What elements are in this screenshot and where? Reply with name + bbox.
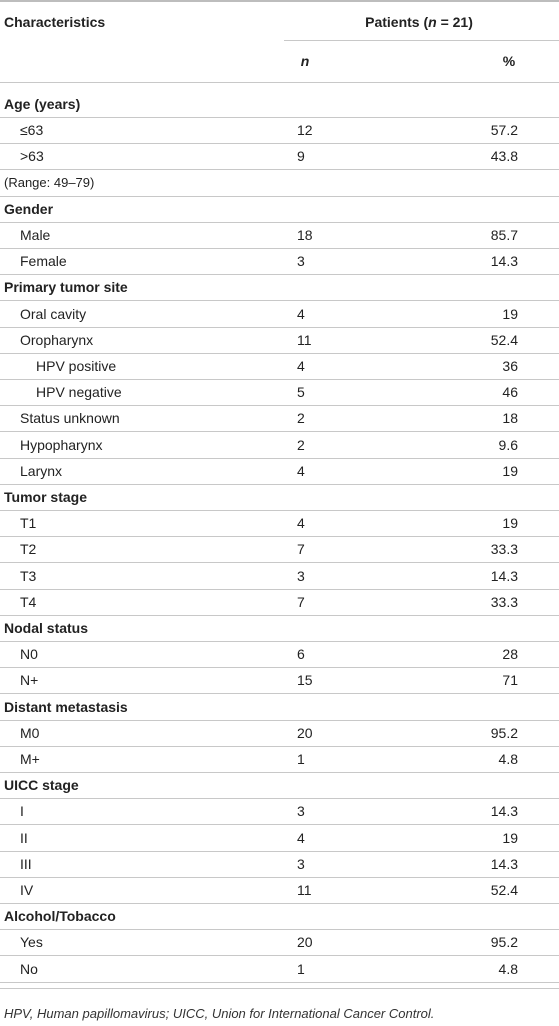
header-patients-n: n <box>428 14 437 30</box>
row-percent-value: 52.4 <box>490 332 518 348</box>
header-sub-rule <box>284 40 559 41</box>
row-label: IV <box>20 882 34 898</box>
row-n-value: 7 <box>297 541 305 557</box>
section-heading: Distant metastasis <box>4 699 128 715</box>
row-label: Oropharynx <box>20 332 94 348</box>
row-percent-value: 14.3 <box>490 568 518 584</box>
section-heading: Primary tumor site <box>4 279 128 295</box>
table-bottom-rule <box>0 988 559 989</box>
row-rule <box>0 929 559 930</box>
row-rule <box>0 903 559 904</box>
header-col-n: n <box>300 53 310 69</box>
row-percent-value: 85.7 <box>490 227 518 243</box>
row-percent-value: 18 <box>502 410 518 426</box>
row-label: Female <box>20 253 67 269</box>
row-n-value: 20 <box>297 934 313 950</box>
row-rule <box>0 510 559 511</box>
row-rule <box>0 982 559 983</box>
section-heading: UICC stage <box>4 777 79 793</box>
row-label: (Range: 49–79) <box>4 175 95 190</box>
section-heading: Tumor stage <box>4 489 87 505</box>
row-n-value: 2 <box>297 437 305 453</box>
row-rule <box>0 824 559 825</box>
section-heading: Nodal status <box>4 620 89 636</box>
row-label: ≤63 <box>20 122 44 138</box>
section-heading: Gender <box>4 201 54 217</box>
row-rule <box>0 772 559 773</box>
header-patients-suffix: = 21) <box>436 14 473 30</box>
row-label: Status unknown <box>20 410 120 426</box>
row-percent-value: 43.8 <box>490 148 518 164</box>
table-footnote: HPV, Human papillomavirus; UICC, Union for International Cancer Control. <box>4 1006 435 1021</box>
row-label: T3 <box>20 568 37 584</box>
row-rule <box>0 562 559 563</box>
row-percent-value: 19 <box>502 830 518 846</box>
row-rule <box>0 248 559 249</box>
row-percent-value: 14.3 <box>490 253 518 269</box>
row-rule <box>0 300 559 301</box>
row-label: III <box>20 856 32 872</box>
row-percent-value: 36 <box>502 358 518 374</box>
row-n-value: 2 <box>297 410 305 426</box>
header-bottom-rule <box>0 82 559 83</box>
row-percent-value: 4.8 <box>498 961 518 977</box>
row-rule <box>0 589 559 590</box>
row-percent-value: 9.6 <box>498 437 518 453</box>
row-n-value: 4 <box>297 306 305 322</box>
row-label: I <box>20 803 24 819</box>
row-label: T1 <box>20 515 37 531</box>
row-n-value: 5 <box>297 384 305 400</box>
row-n-value: 18 <box>297 227 313 243</box>
row-label: Larynx <box>20 463 63 479</box>
table-top-rule <box>0 0 559 2</box>
row-label: HPV negative <box>36 384 122 400</box>
row-label: T4 <box>20 594 37 610</box>
row-label: T2 <box>20 541 37 557</box>
row-label: Male <box>20 227 51 243</box>
row-percent-value: 33.3 <box>490 541 518 557</box>
row-rule <box>0 667 559 668</box>
header-patients-prefix: Patients ( <box>365 14 429 30</box>
row-rule <box>0 615 559 616</box>
row-label: Yes <box>20 934 43 950</box>
row-n-value: 20 <box>297 725 313 741</box>
row-rule <box>0 484 559 485</box>
row-percent-value: 19 <box>502 306 518 322</box>
row-rule <box>0 274 559 275</box>
header-patients <box>365 13 473 31</box>
row-n-value: 11 <box>297 332 312 348</box>
row-percent-value: 57.2 <box>490 122 518 138</box>
row-rule <box>0 955 559 956</box>
section-heading: Age (years) <box>4 96 81 112</box>
row-n-value: 3 <box>297 568 305 584</box>
row-n-value: 4 <box>297 830 305 846</box>
row-rule <box>0 143 559 144</box>
row-percent-value: 14.3 <box>490 803 518 819</box>
row-n-value: 6 <box>297 646 305 662</box>
row-n-value: 1 <box>297 751 305 767</box>
section-heading: Alcohol/Tobacco <box>4 908 116 924</box>
row-n-value: 9 <box>297 148 305 164</box>
row-label: HPV positive <box>36 358 117 374</box>
row-n-value: 4 <box>297 463 305 479</box>
row-label: II <box>20 830 28 846</box>
row-label: N+ <box>20 672 39 688</box>
row-label: >63 <box>20 148 44 164</box>
row-percent-value: 52.4 <box>490 882 518 898</box>
row-rule <box>0 379 559 380</box>
row-n-value: 1 <box>297 961 305 977</box>
row-rule <box>0 405 559 406</box>
row-label: Hypopharynx <box>20 437 103 453</box>
row-label: M+ <box>20 751 40 767</box>
row-rule <box>0 117 559 118</box>
row-n-value: 4 <box>297 515 305 531</box>
row-rule <box>0 222 559 223</box>
header-characteristics: Characteristics <box>4 14 106 30</box>
row-rule <box>0 746 559 747</box>
row-n-value: 3 <box>297 856 305 872</box>
row-n-value: 7 <box>297 594 305 610</box>
row-rule <box>0 196 559 197</box>
row-n-value: 3 <box>297 803 305 819</box>
row-percent-value: 19 <box>502 515 518 531</box>
row-percent-value: 95.2 <box>490 934 518 950</box>
row-rule <box>0 327 559 328</box>
row-rule <box>0 353 559 354</box>
row-percent-value: 95.2 <box>490 725 518 741</box>
row-percent-value: 71 <box>502 672 518 688</box>
row-label: Oral cavity <box>20 306 87 322</box>
row-rule <box>0 720 559 721</box>
row-rule <box>0 693 559 694</box>
row-label: No <box>20 961 38 977</box>
row-n-value: 11 <box>297 882 312 898</box>
row-percent-value: 19 <box>502 463 518 479</box>
row-n-value: 4 <box>297 358 305 374</box>
row-percent-value: 4.8 <box>498 751 518 767</box>
row-percent-value: 14.3 <box>490 856 518 872</box>
row-n-value: 3 <box>297 253 305 269</box>
row-rule <box>0 798 559 799</box>
row-rule <box>0 169 559 170</box>
row-n-value: 15 <box>297 672 313 688</box>
row-percent-value: 28 <box>502 646 518 662</box>
row-percent-value: 46 <box>502 384 518 400</box>
row-rule <box>0 536 559 537</box>
row-rule <box>0 641 559 642</box>
row-label: N0 <box>20 646 38 662</box>
row-rule <box>0 877 559 878</box>
row-rule <box>0 851 559 852</box>
row-rule <box>0 458 559 459</box>
header-col-pct: % <box>502 53 516 69</box>
row-percent-value: 33.3 <box>490 594 518 610</box>
row-label: M0 <box>20 725 40 741</box>
row-n-value: 12 <box>297 122 313 138</box>
row-rule <box>0 431 559 432</box>
